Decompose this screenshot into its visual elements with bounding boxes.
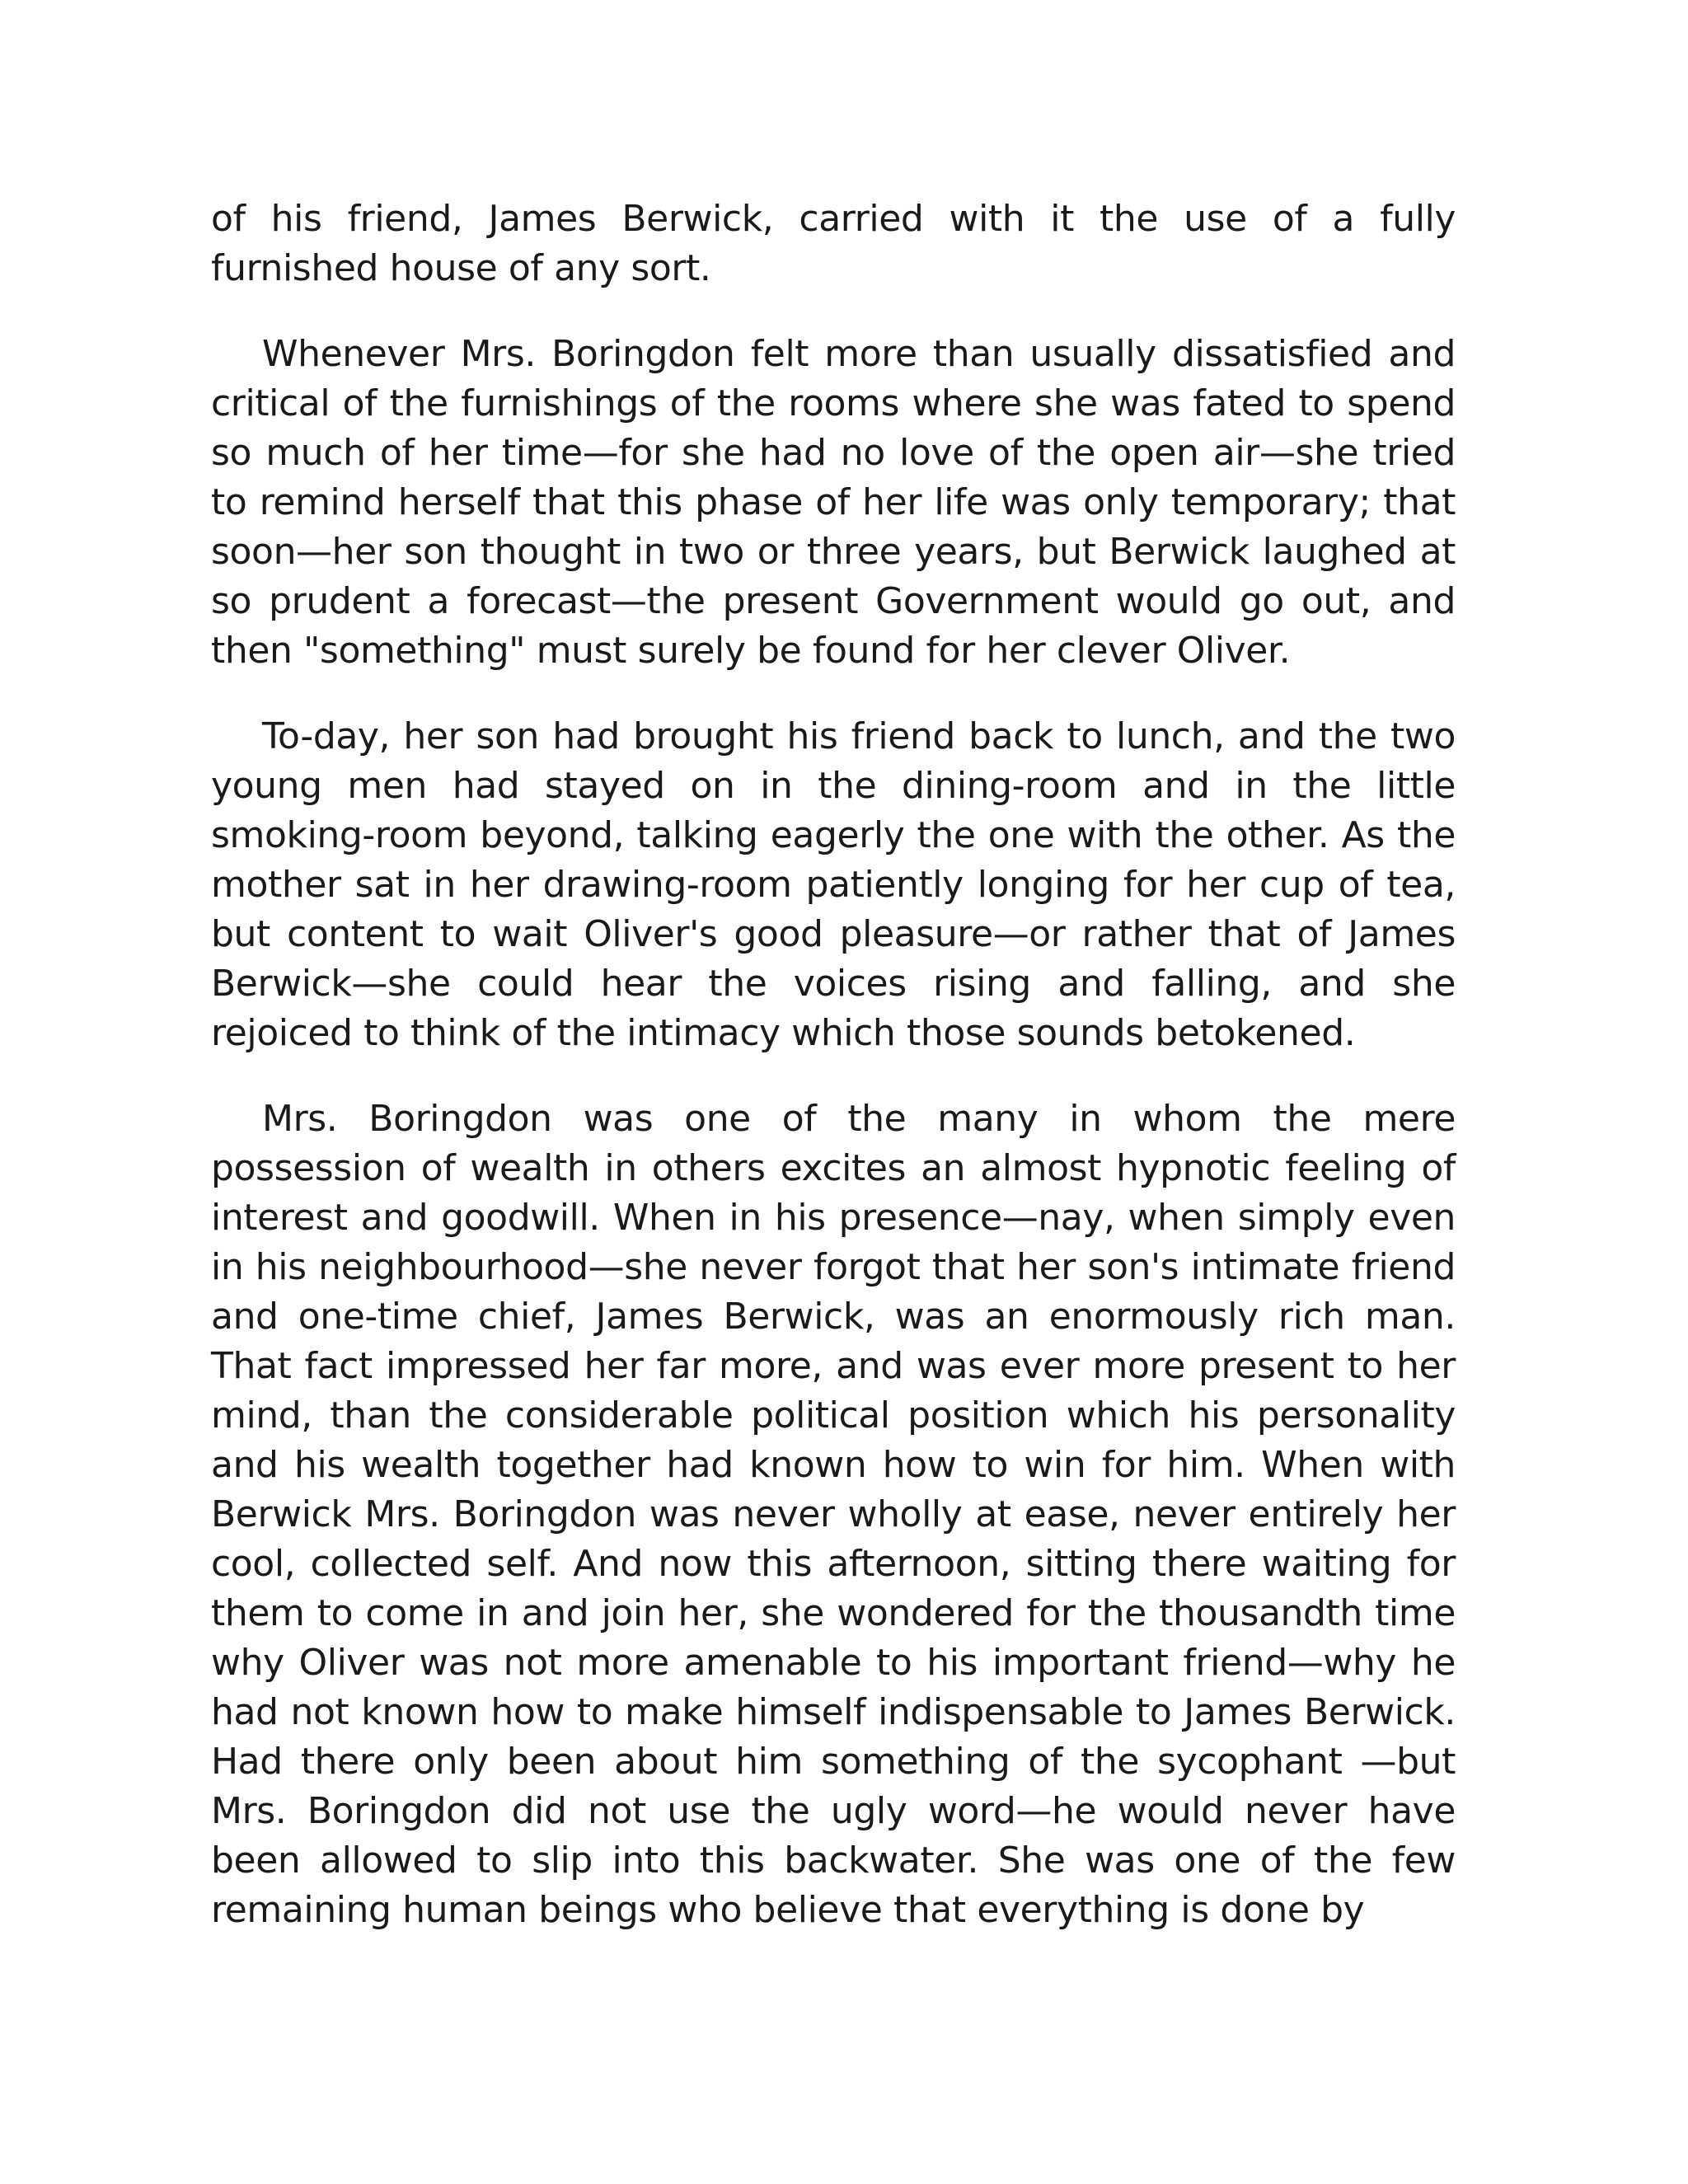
paragraph-continuation: of his friend, James Berwick, carried with it the use of a fully furnished house of any sort. bbox=[211, 198, 1456, 289]
paragraph: To-day, her son had brought his friend back to lunch, and the two young men had stayed on in the dining-room and in the little smoking-room beyond, talking eagerly the one with the other. As the mother sat in her drawing-room patiently longing for her cup of tea, but content to wait Oliver's good pleasure—or rather that of James Berwick—she could hear the voices rising and falling, and she rejoiced to think of the intimacy which those sounds betokened. bbox=[211, 715, 1456, 1054]
paragraph: Whenever Mrs. Boringdon felt more than usually dissatisfied and critical of the furnishings of the rooms where she was fated to spend so much of her time—for she had no love of the open air—she tried to remind herself that this phase of her life was only temporary; that soon—her son thought in two or three years, but Berwick laughed at so prudent a forecast—the present Government would go out, and then "something" must surely be found for her clever Oliver. bbox=[211, 333, 1456, 672]
body-text bbox=[211, 194, 1456, 1935]
paragraph: Mrs. Boringdon was one of the many in whom the mere possession of wealth in others excites an almost hypnotic feeling of interest and goodwill. When in his presence—nay, when simply even in his neighbourhood—she never forgot that her son's intimate friend and one-time chief, James Berwick, was an enormously rich man. That fact impressed her far more, and was ever more present to her mind, than the considerable political position which his personality and his wealth together had known how to win for him. When with Berwick Mrs. Boringdon was never wholly at ease, never entirely her cool, collected self. And now this afternoon, sitting there waiting for them to come in and join her, she wondered for the thousandth time why Oliver was not more amenable to his important friend—why he had not known how to make himself indispensable to James Berwick. Had there only been about him something of the sycophant —but Mrs. Boringdon did not use the ugly word—he would never have been allowed to slip into this backwater. She was one of the few remaining human beings who believe that everything is done by bbox=[211, 1098, 1456, 1931]
